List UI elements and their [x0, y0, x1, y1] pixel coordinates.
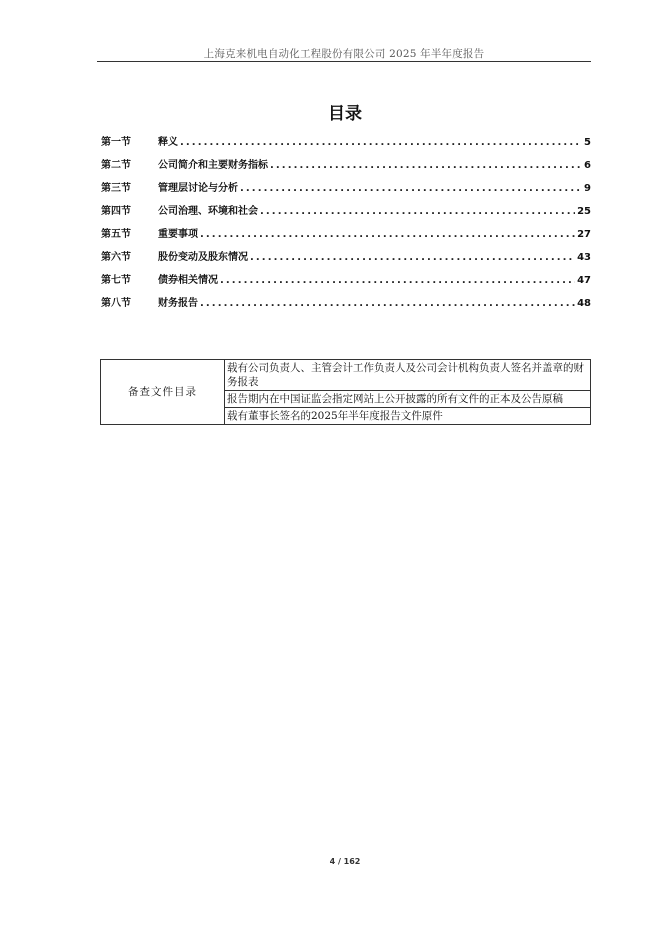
toc-entry[interactable] — [101, 250, 591, 273]
toc-leader — [200, 227, 575, 243]
toc-section-name: 财务报告 — [158, 298, 198, 309]
toc-page-number: 5 — [584, 137, 591, 148]
toc-leader — [180, 135, 582, 151]
toc-section-number: 第六节 — [101, 252, 131, 263]
toc-title: 目录 — [328, 104, 362, 124]
toc-entry[interactable] — [101, 135, 591, 158]
page-header: 上海克来机电自动化工程股份有限公司 2025 年半年度报告 — [203, 48, 485, 60]
toc-leader — [240, 181, 582, 197]
reference-document-item: 载有公司负责人、主管会计工作负责人及公司会计机构负责人签名并盖章的财务报表 — [225, 360, 591, 391]
reference-document-item: 载有董事长签名的2025年半年度报告文件原件 — [225, 408, 591, 425]
toc-page-number: 25 — [577, 206, 591, 217]
toc-section-name: 公司简介和主要财务指标 — [158, 160, 268, 171]
toc-section-number: 第二节 — [101, 160, 131, 171]
toc-section-number: 第八节 — [101, 298, 131, 309]
toc-page-number: 47 — [577, 275, 591, 286]
toc-section-name: 债券相关情况 — [158, 275, 218, 286]
toc-leader — [200, 296, 575, 312]
toc-page-number: 48 — [577, 298, 591, 309]
reference-documents-table — [100, 359, 591, 425]
toc-page-number: 27 — [577, 229, 591, 240]
toc-page-number: 6 — [584, 160, 591, 171]
toc-section-name: 管理层讨论与分析 — [158, 183, 238, 194]
toc-page-number: 9 — [584, 183, 591, 194]
table-row — [101, 360, 591, 391]
table-of-contents — [101, 135, 591, 319]
toc-leader — [260, 204, 575, 220]
toc-page-number: 43 — [577, 252, 591, 263]
toc-section-number: 第四节 — [101, 206, 131, 217]
toc-leader — [250, 250, 575, 266]
reference-documents-label: 备查文件目录 — [101, 360, 225, 425]
toc-leader — [270, 158, 582, 174]
toc-entry[interactable] — [101, 181, 591, 204]
toc-entry[interactable] — [101, 227, 591, 250]
toc-section-name: 释义 — [158, 137, 178, 148]
toc-section-name: 公司治理、环境和社会 — [158, 206, 258, 217]
toc-leader — [220, 273, 575, 289]
toc-entry[interactable] — [101, 158, 591, 181]
toc-section-number: 第一节 — [101, 137, 131, 148]
reference-document-item: 报告期内在中国证监会指定网站上公开披露的所有文件的正本及公告原稿 — [225, 391, 591, 408]
toc-entry[interactable] — [101, 296, 591, 319]
toc-entry[interactable] — [101, 273, 591, 296]
toc-section-number: 第七节 — [101, 275, 131, 286]
toc-entry[interactable] — [101, 204, 591, 227]
toc-section-number: 第三节 — [101, 183, 131, 194]
toc-section-number: 第五节 — [101, 229, 131, 240]
page-number: 4 / 162 — [329, 857, 361, 866]
toc-section-name: 股份变动及股东情况 — [158, 252, 248, 263]
toc-section-name: 重要事项 — [158, 229, 198, 240]
header-divider — [97, 61, 591, 62]
